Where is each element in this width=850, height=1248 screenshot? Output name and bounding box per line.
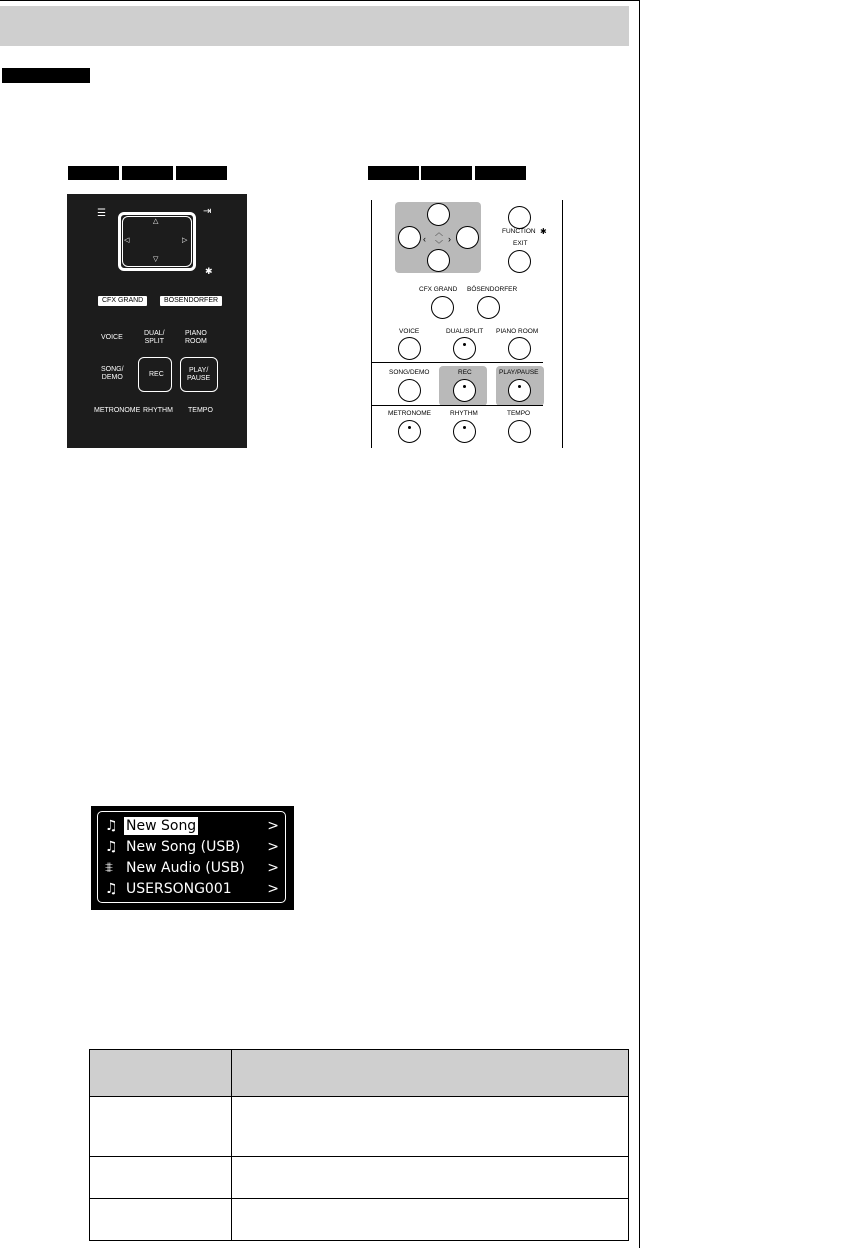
- lcd-list-item[interactable]: ♫ USERSONG001 >: [105, 881, 279, 897]
- cfx-grand-label: CFX GRAND: [419, 286, 458, 293]
- model-chip: [68, 166, 119, 180]
- piano-room-button[interactable]: [508, 337, 531, 360]
- cfx-grand-button[interactable]: [431, 296, 454, 319]
- rec-label: REC: [149, 371, 164, 378]
- section-tag: [2, 68, 90, 83]
- tempo-button[interactable]: [508, 420, 531, 443]
- function-label: FUNCTION: [502, 228, 536, 235]
- dual-split-label[interactable]: DUAL/ SPLIT: [144, 330, 165, 345]
- lcd-display: [91, 806, 294, 910]
- menu-icon[interactable]: ☰: [97, 208, 106, 219]
- bosendorfer-pill[interactable]: BÖSENDORFER: [160, 296, 222, 306]
- table-cell: [232, 1157, 629, 1199]
- right-button[interactable]: [456, 226, 479, 249]
- play-pause-label: PLAY/ PAUSE: [187, 367, 211, 382]
- function-button[interactable]: [508, 206, 531, 229]
- cfx-grand-pill[interactable]: CFX GRAND: [98, 296, 147, 306]
- rhythm-label: RHYTHM: [450, 410, 478, 417]
- exit-icon[interactable]: ⇥: [203, 206, 212, 217]
- tempo-label: TEMPO: [507, 410, 531, 417]
- up-arrow-icon[interactable]: △: [153, 218, 159, 225]
- table-header-row: [90, 1050, 629, 1097]
- rec-button[interactable]: [453, 379, 476, 402]
- piano-room-label[interactable]: PIANO ROOM: [185, 330, 207, 345]
- bluetooth-icon: ✱: [540, 227, 547, 236]
- dual-split-button[interactable]: [453, 337, 476, 360]
- margin-rule: [639, 0, 640, 1248]
- right-arrow-icon[interactable]: ▷: [182, 237, 188, 244]
- piano-room-label: PIANO ROOM: [496, 328, 539, 335]
- metronome-label: METRONOME: [388, 410, 431, 417]
- music-note-icon: ♫: [105, 881, 118, 897]
- bluetooth-icon: ✱: [205, 266, 213, 276]
- down-button[interactable]: [427, 249, 450, 272]
- rhythm-label[interactable]: RHYTHM: [143, 407, 173, 414]
- lcd-list-item[interactable]: ♫ New Song >: [105, 818, 279, 834]
- table-cell: [90, 1097, 232, 1157]
- metronome-label[interactable]: METRONOME: [94, 407, 141, 414]
- rec-label: REC: [458, 369, 472, 376]
- song-demo-label[interactable]: SONG/ DEMO: [101, 366, 124, 381]
- song-demo-label: SONG/DEMO: [389, 369, 430, 376]
- up-chevron-icon: ︿: [435, 228, 443, 237]
- music-note-icon: ♫: [105, 818, 118, 834]
- exit-label: EXIT: [513, 240, 528, 247]
- model-chip: [122, 166, 173, 180]
- exit-button[interactable]: [508, 250, 531, 273]
- audio-wave-icon: ⩨: [105, 860, 113, 876]
- up-button[interactable]: [427, 203, 450, 226]
- left-arrow-icon[interactable]: ◁: [124, 237, 130, 244]
- panel-edge-left: [371, 200, 372, 448]
- table-cell: [90, 1199, 232, 1241]
- left-button[interactable]: [398, 226, 421, 249]
- model-chip: [421, 166, 472, 180]
- model-chip: [475, 166, 526, 180]
- play-pause-label: PLAY/PAUSE: [499, 369, 539, 376]
- top-rule: [0, 0, 640, 5]
- bosendorfer-label: BÖSENDORFER: [467, 286, 518, 293]
- model-chip: [176, 166, 227, 180]
- voice-label: VOICE: [399, 328, 420, 335]
- right-chevron-icon: ›: [448, 234, 451, 244]
- table-cell: [232, 1199, 629, 1241]
- table-header-cell: [232, 1050, 629, 1097]
- table-row: [90, 1199, 629, 1241]
- rhythm-button[interactable]: [453, 420, 476, 443]
- down-chevron-icon: ﹀: [435, 240, 443, 249]
- voice-button[interactable]: [398, 337, 421, 360]
- cursor-mark: ': [92, 805, 94, 811]
- model-chip: [368, 166, 419, 180]
- light-control-panel: [368, 194, 563, 448]
- section-header-bar: [0, 6, 629, 46]
- lcd-list-item[interactable]: ♫ New Song (USB) >: [105, 839, 279, 855]
- table-cell: [232, 1097, 629, 1157]
- tempo-label[interactable]: TEMPO: [188, 407, 213, 414]
- dark-control-panel: [67, 194, 247, 448]
- play-pause-button[interactable]: [508, 379, 531, 402]
- metronome-button[interactable]: [398, 420, 421, 443]
- divider: [371, 405, 543, 406]
- song-demo-button[interactable]: [398, 379, 421, 402]
- music-note-icon: ♫: [105, 839, 118, 855]
- down-arrow-icon[interactable]: ▽: [153, 256, 159, 263]
- table-header-cell: [90, 1050, 232, 1097]
- bosendorfer-button[interactable]: [477, 296, 500, 319]
- panel-edge-right: [562, 200, 563, 448]
- voice-label[interactable]: VOICE: [101, 334, 123, 341]
- info-table: [89, 1049, 629, 1241]
- lcd-list-item[interactable]: ⩨ New Audio (USB) >: [105, 860, 279, 876]
- table-row: [90, 1157, 629, 1199]
- table-cell: [90, 1157, 232, 1199]
- dual-split-label: DUAL/SPLIT: [446, 328, 484, 335]
- table-row: [90, 1097, 629, 1157]
- left-chevron-icon: ‹: [423, 234, 426, 244]
- divider: [371, 362, 543, 363]
